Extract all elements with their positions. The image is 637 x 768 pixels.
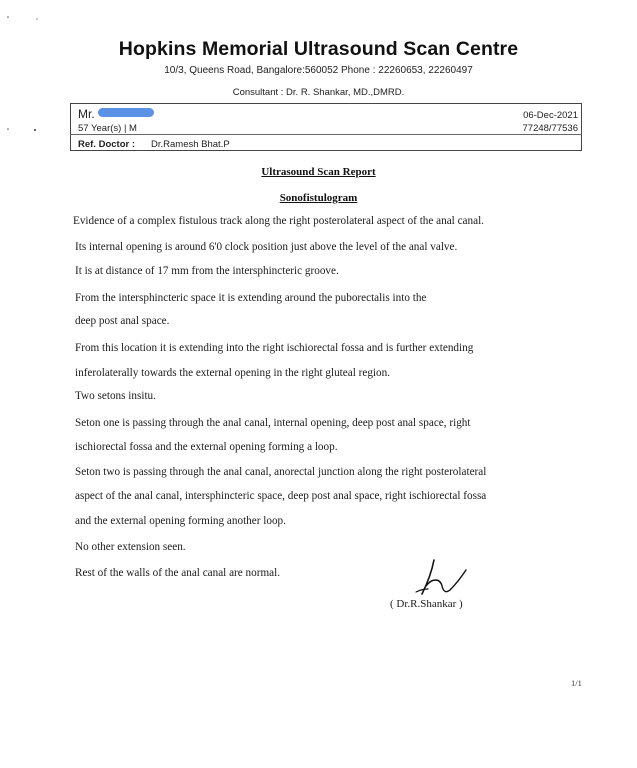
report-date: 06-Dec-2021 (523, 110, 578, 121)
report-line: From the intersphincteric space it is extending around the puborectalis into the (75, 292, 427, 304)
signatory-name: ( Dr.R.Shankar ) (390, 598, 463, 610)
consultant-line: Consultant : Dr. R. Shankar, MD.,DMRD. (232, 87, 405, 98)
report-line: aspect of the anal canal, intersphincteric space, deep post anal space, right ischiorectal fossa (75, 490, 487, 502)
centre-address: 10/3, Queens Road, Bangalore:560052 Phone : 22260653, 22260497 (164, 65, 473, 76)
report-line: Rest of the walls of the anal canal are normal. (75, 567, 281, 579)
report-line: deep post anal space. (75, 315, 170, 327)
report-line: inferolaterally towards the external opening in the right gluteal region. (75, 367, 391, 379)
reference-number: 77248/77536 (522, 123, 578, 134)
patient-title: Mr. (78, 107, 95, 121)
report-line: Seton one is passing through the anal canal, internal opening, deep post anal space, right (75, 417, 471, 429)
centre-name: Hopkins Memorial Ultrasound Scan Centre (118, 38, 519, 60)
report-title: Ultrasound Scan Report (261, 166, 376, 178)
report-line: Evidence of a complex fistulous track along the right posterolateral aspect of the anal canal. (73, 215, 484, 227)
report-line: ischiorectal fossa and the external opening forming a loop. (75, 441, 338, 453)
ref-doctor-label: Ref. Doctor : (78, 139, 135, 150)
report-line: It is at distance of 17 mm from the intersphincteric groove. (75, 265, 339, 277)
report-subtitle: Sonofistulogram (279, 192, 358, 204)
patient-box-divider (70, 134, 582, 135)
report-line: Two setons insitu. (75, 390, 156, 402)
report-line: Seton two is passing through the anal canal, anorectal junction along the right posterolateral (75, 466, 487, 478)
report-line: From this location it is extending into the right ischiorectal fossa and is further extending (75, 342, 474, 354)
patient-age-sex: 57 Year(s) | M (78, 123, 137, 134)
report-line: Its internal opening is around 6'0 clock position just above the level of the anal valve. (75, 241, 458, 253)
page-number: 1/1 (571, 678, 582, 688)
report-line: and the external opening forming another loop. (75, 515, 286, 527)
redacted-patient-name (98, 108, 154, 117)
handwritten-signature (412, 556, 472, 598)
report-line: No other extension seen. (75, 541, 186, 553)
ref-doctor-name: Dr.Ramesh Bhat.P (151, 139, 230, 150)
